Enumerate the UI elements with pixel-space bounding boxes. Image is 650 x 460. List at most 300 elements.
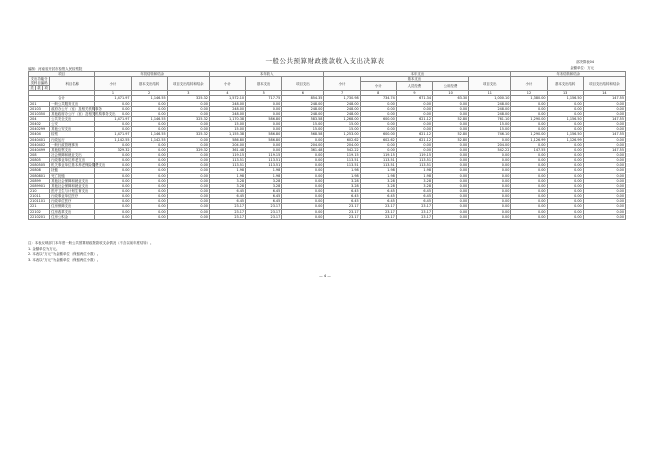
- row-value: 15.00: [469, 122, 511, 127]
- row-value: 1.98: [209, 173, 245, 178]
- header-expense: 本年支出: [324, 72, 511, 77]
- row-value: 0.00: [131, 147, 167, 152]
- total-value: 671.34: [396, 96, 432, 101]
- row-value: 3.28: [360, 178, 396, 183]
- row-value: 586.80: [246, 132, 282, 137]
- row-value: 0.00: [547, 142, 583, 147]
- currency-unit: 金额单位：万元: [570, 66, 594, 70]
- row-value: 0.00: [396, 106, 432, 111]
- header-exp-project: 项目支出: [469, 77, 511, 91]
- row-value: 600.00: [360, 116, 396, 121]
- row-value: 113.51: [360, 158, 396, 163]
- row-value: 119.15: [209, 152, 245, 157]
- table-row: [29, 214, 626, 219]
- row-value: 0.00: [396, 101, 432, 106]
- row-value: 0.00: [131, 209, 167, 214]
- row-value: 204.00: [469, 142, 511, 147]
- row-value: 0.00: [282, 199, 324, 204]
- row-value: 0.00: [583, 158, 625, 163]
- row-value: 1,146.55: [131, 132, 167, 137]
- row-value: 325.32: [167, 132, 209, 137]
- row-value: 0.00: [432, 204, 468, 209]
- row-value: 0.00: [282, 194, 324, 199]
- row-value: 0.00: [469, 209, 511, 214]
- header-row-2: [29, 77, 626, 82]
- column-number: 5: [246, 91, 282, 96]
- row-value: 0.00: [282, 209, 324, 214]
- total-value: 734.74: [360, 96, 396, 101]
- row-value: 23.17: [246, 204, 282, 209]
- row-value: 0.00: [511, 163, 547, 168]
- row-value: 0.00: [131, 111, 167, 116]
- row-value: 0.00: [131, 178, 167, 183]
- row-value: 0.00: [511, 194, 547, 199]
- row-value: 147.55: [583, 132, 625, 137]
- row-value: 361.48: [209, 147, 245, 152]
- row-value: 0.00: [95, 183, 131, 188]
- row-value: 248.00: [209, 106, 245, 111]
- row-value: 1,290.00: [511, 132, 547, 137]
- row-value: 0.00: [131, 122, 167, 127]
- row-value: 0.00: [95, 214, 131, 219]
- row-value: 0.00: [511, 173, 547, 178]
- row-code: 210: [29, 188, 50, 193]
- row-value: 0.00: [583, 111, 625, 116]
- row-value: 0.00: [246, 147, 282, 152]
- column-number: 2: [131, 91, 167, 96]
- row-value: 0.00: [432, 163, 468, 168]
- row-value: 23.17: [360, 204, 396, 209]
- row-value: 52.80: [432, 132, 468, 137]
- row-value: 0.00: [511, 122, 547, 127]
- header-exp-subtotal: 小计: [324, 77, 360, 91]
- row-code: 22102: [29, 209, 50, 214]
- row-value: 113.51: [246, 163, 282, 168]
- row-value: 248.00: [282, 101, 324, 106]
- row-value: 0.00: [547, 188, 583, 193]
- row-value: 0.00: [547, 127, 583, 132]
- row-value: 0.00: [547, 158, 583, 163]
- row-value: 23.17: [246, 214, 282, 219]
- row-value: 0.00: [131, 168, 167, 173]
- header-ending: 年末结转和结余: [511, 72, 626, 77]
- row-value: 6.45: [324, 188, 360, 193]
- row-value: 23.17: [324, 209, 360, 214]
- row-value: 204.00: [282, 142, 324, 147]
- row-value: 147.55: [583, 116, 625, 121]
- row-value: 600.00: [360, 132, 396, 137]
- row-value: 6.45: [360, 188, 396, 193]
- row-value: 542.22: [469, 147, 511, 152]
- total-value: 1,730.98: [324, 96, 360, 101]
- row-value: 1,142.55: [131, 137, 167, 142]
- row-value: 0.00: [432, 188, 468, 193]
- row-value: 113.51: [324, 158, 360, 163]
- row-value: 248.00: [469, 111, 511, 116]
- header-personnel: 人员经费: [396, 82, 432, 91]
- row-value: 15.00: [324, 122, 360, 127]
- row-value: 0.00: [547, 183, 583, 188]
- total-value: 854.35: [282, 96, 324, 101]
- row-value: 0.00: [547, 204, 583, 209]
- row-value: 0.00: [547, 111, 583, 116]
- row-value: 113.51: [396, 158, 432, 163]
- row-value: 23.17: [360, 209, 396, 214]
- row-value: 0.00: [131, 204, 167, 209]
- row-value: 248.00: [324, 101, 360, 106]
- row-value: 0.00: [131, 173, 167, 178]
- row-value: 0.00: [432, 173, 468, 178]
- row-value: 1,146.55: [131, 116, 167, 121]
- row-value: 0.00: [131, 106, 167, 111]
- header-income: 本年收入: [209, 72, 324, 77]
- total-value: 717.75: [246, 96, 282, 101]
- row-name: 医疗卫生与计划生育支出: [50, 188, 95, 193]
- row-value: 1,156.50: [547, 116, 583, 121]
- row-value: 0.00: [583, 122, 625, 127]
- row-value: 621.12: [396, 137, 432, 142]
- header-exp-basic-subtotal: 小计: [360, 82, 396, 91]
- header-inc-basic: 基本支出: [246, 77, 282, 91]
- row-name: 其他公安支出: [50, 127, 95, 132]
- row-value: 0.00: [511, 214, 547, 219]
- row-code: 2080505: [29, 163, 50, 168]
- row-value: 0.00: [547, 199, 583, 204]
- row-name: 行政事业单位医疗: [50, 194, 95, 199]
- total-value: 63.30: [432, 96, 468, 101]
- row-name: 其他社会保障和就业支出: [50, 183, 95, 188]
- row-value: 0.00: [469, 178, 511, 183]
- form-code: 部决算表04: [576, 60, 594, 64]
- row-value: 119.15: [360, 152, 396, 157]
- row-value: 1.98: [396, 168, 432, 173]
- row-code: 2210201: [29, 214, 50, 219]
- row-code: 221: [29, 204, 50, 209]
- row-value: 6.45: [246, 199, 282, 204]
- row-value: 1.98: [246, 168, 282, 173]
- row-value: 0.00: [131, 163, 167, 168]
- row-value: 52.80: [432, 137, 468, 142]
- header-xiang: 项: [44, 86, 48, 91]
- header-carry-project: 项目支出结转和结余: [167, 77, 209, 91]
- row-value: 0.00: [131, 127, 167, 132]
- row-value: 0.00: [469, 137, 511, 142]
- row-value: 0.00: [511, 152, 547, 157]
- column-number: 3: [167, 91, 209, 96]
- row-value: 119.15: [246, 152, 282, 157]
- row-name: 行政事业单位养老支出: [50, 158, 95, 163]
- row-value: 6.45: [324, 194, 360, 199]
- row-value: 0.00: [282, 183, 324, 188]
- total-value: 325.32: [167, 96, 209, 101]
- row-value: 0.00: [511, 209, 547, 214]
- row-value: 23.17: [209, 204, 245, 209]
- row-code: 2040299: [29, 127, 50, 132]
- row-value: 746.10: [469, 132, 511, 137]
- row-name: 一般公共服务支出: [50, 101, 95, 106]
- row-value: 0.00: [167, 194, 209, 199]
- row-code: 20899: [29, 178, 50, 183]
- row-value: 0.00: [583, 214, 625, 219]
- row-value: 0.00: [131, 194, 167, 199]
- total-value: 147.55: [583, 96, 625, 101]
- row-value: 0.00: [167, 173, 209, 178]
- row-value: 113.51: [396, 163, 432, 168]
- row-value: 0.00: [95, 142, 131, 147]
- header-inc-subtotal: 小计: [209, 77, 245, 91]
- row-value: 0.00: [167, 152, 209, 157]
- row-value: 23.17: [324, 214, 360, 219]
- row-value: 0.00: [95, 127, 131, 132]
- row-value: 0.00: [396, 142, 432, 147]
- notes-block: [28, 241, 153, 263]
- row-value: 0.00: [432, 111, 468, 116]
- header-lei: 类: [30, 86, 34, 91]
- row-name: 住房公积金: [50, 214, 95, 219]
- row-value: 0.00: [511, 199, 547, 204]
- row-value: 248.00: [282, 106, 324, 111]
- row-value: 0.00: [432, 214, 468, 219]
- row-code: 201: [29, 101, 50, 106]
- row-value: 6.45: [246, 194, 282, 199]
- row-value: 0.00: [469, 199, 511, 204]
- row-value: 3.28: [209, 183, 245, 188]
- column-number: 6: [282, 91, 324, 96]
- total-label: 合计: [29, 96, 95, 101]
- row-value: 0.00: [547, 106, 583, 111]
- row-value: 119.15: [324, 152, 360, 157]
- row-value: 0.00: [511, 111, 547, 116]
- row-value: 0.00: [167, 183, 209, 188]
- row-value: 1,155.38: [209, 132, 245, 137]
- row-value: 0.00: [95, 101, 131, 106]
- row-value: 0.00: [469, 173, 511, 178]
- row-value: 204.00: [324, 142, 360, 147]
- row-value: 0.00: [246, 111, 282, 116]
- row-name: 公安: [50, 122, 95, 127]
- row-value: 0.00: [396, 111, 432, 116]
- total-value: 1,156.50: [547, 96, 583, 101]
- row-value: 0.00: [131, 152, 167, 157]
- row-value: 0.00: [511, 158, 547, 163]
- row-value: 0.00: [583, 199, 625, 204]
- row-value: 0.00: [583, 127, 625, 132]
- row-value: 586.80: [246, 137, 282, 142]
- row-value: 0.00: [583, 152, 625, 157]
- row-value: 6.45: [246, 188, 282, 193]
- row-code: 2040402: [29, 142, 50, 147]
- row-code: 208: [29, 152, 50, 157]
- row-value: 0.00: [95, 158, 131, 163]
- row-value: 15.00: [209, 122, 245, 127]
- row-value: 23.17: [396, 204, 432, 209]
- row-value: 0.00: [282, 178, 324, 183]
- row-value: 0.00: [583, 194, 625, 199]
- row-value: 1.98: [360, 173, 396, 178]
- row-value: 0.00: [167, 188, 209, 193]
- row-code: 2101101: [29, 199, 50, 204]
- header-end-basic: 基本支出结转: [547, 77, 583, 91]
- row-value: 52.80: [432, 116, 468, 121]
- row-value: 0.00: [469, 188, 511, 193]
- row-value: 6.45: [209, 194, 245, 199]
- row-value: 3.28: [396, 178, 432, 183]
- row-value: 248.00: [324, 106, 360, 111]
- row-value: 0.00: [547, 209, 583, 214]
- row-value: 0.00: [282, 152, 324, 157]
- row-value: 0.00: [95, 163, 131, 168]
- row-value: 0.00: [167, 209, 209, 214]
- header-carryover: 年初结转和结余: [95, 72, 210, 77]
- row-value: 23.17: [209, 214, 245, 219]
- row-name: 死亡抚恤: [50, 173, 95, 178]
- row-value: 0.00: [95, 194, 131, 199]
- row-value: 0.00: [282, 163, 324, 168]
- page-number: — 4 —: [319, 274, 331, 278]
- row-value: 0.00: [282, 137, 324, 142]
- header-end-subtotal: 小计: [511, 77, 547, 91]
- row-value: 0.00: [282, 214, 324, 219]
- row-value: 0.00: [131, 188, 167, 193]
- row-code: 2089901: [29, 183, 50, 188]
- column-number: 7: [324, 91, 360, 96]
- row-value: 0.00: [282, 188, 324, 193]
- note-line: 2. 本表以“万元”为金额单位（保留两位小数）。: [28, 252, 101, 257]
- note-line: 3. 本表以“万元”为金额单位（保留两位小数）。: [28, 257, 101, 262]
- row-value: 0.00: [432, 152, 468, 157]
- row-value: 0.00: [396, 147, 432, 152]
- row-value: 0.00: [95, 173, 131, 178]
- row-value: 1,142.55: [95, 137, 131, 142]
- row-value: 0.00: [547, 163, 583, 168]
- row-value: 0.00: [432, 158, 468, 163]
- header-carry-basic: 基本支出结转: [131, 77, 167, 91]
- column-number: 13: [547, 91, 583, 96]
- row-value: 1,156.50: [547, 132, 583, 137]
- column-number: 9: [396, 91, 432, 96]
- row-value: 15.00: [324, 127, 360, 132]
- row-value: 248.00: [209, 101, 245, 106]
- row-value: 0.00: [167, 122, 209, 127]
- row-value: 0.00: [282, 168, 324, 173]
- row-value: 0.00: [282, 204, 324, 209]
- row-value: 0.00: [167, 163, 209, 168]
- row-value: 0.00: [469, 214, 511, 219]
- row-value: 1,290.00: [511, 116, 547, 121]
- row-value: 6.45: [360, 199, 396, 204]
- row-value: 583.58: [282, 116, 324, 121]
- row-value: 119.15: [396, 152, 432, 157]
- row-name: 政府办公厅（室）及相关机构事务: [51, 106, 102, 111]
- row-value: 0.00: [167, 199, 209, 204]
- row-value: 1,170.38: [209, 116, 245, 121]
- row-value: 0.00: [131, 101, 167, 106]
- row-value: 23.17: [396, 214, 432, 219]
- row-value: 0.00: [95, 209, 131, 214]
- row-value: 0.00: [131, 142, 167, 147]
- column-number: 4: [209, 91, 245, 96]
- row-value: 0.00: [360, 106, 396, 111]
- row-value: 0.00: [583, 168, 625, 173]
- row-value: 0.00: [511, 127, 547, 132]
- row-value: 3.28: [324, 183, 360, 188]
- row-name: 社会保障和就业支出: [50, 152, 95, 157]
- row-value: 0.00: [167, 101, 209, 106]
- report-title: 一般公共预算财政拨款收入支出决算表: [265, 57, 385, 65]
- row-name: 检察: [50, 132, 95, 137]
- row-value: 0.00: [432, 183, 468, 188]
- row-value: 329.32: [167, 147, 209, 152]
- row-value: 0.00: [432, 122, 468, 127]
- row-value: 3.28: [209, 178, 245, 183]
- header-exp-basic: 基本支出: [360, 77, 469, 82]
- row-value: 0.00: [131, 158, 167, 163]
- row-value: 147.55: [583, 147, 625, 152]
- row-value: 0.00: [167, 204, 209, 209]
- row-name: 住房改革支出: [50, 209, 95, 214]
- row-value: 0.00: [167, 168, 209, 173]
- row-value: 1,471.97: [95, 116, 131, 121]
- row-value: 0.00: [95, 111, 131, 116]
- row-value: 15.00: [209, 127, 245, 132]
- row-value: 361.48: [282, 147, 324, 152]
- row-value: 3.28: [360, 183, 396, 188]
- row-value: 1.98: [324, 173, 360, 178]
- row-name: 一般行政管理事务: [50, 142, 95, 147]
- row-value: 0.00: [547, 194, 583, 199]
- total-value: 1,380.00: [511, 96, 547, 101]
- column-number: 11: [469, 91, 511, 96]
- row-code: 20808: [29, 168, 50, 173]
- row-value: 602.62: [360, 137, 396, 142]
- row-value: 0.00: [469, 168, 511, 173]
- row-value: 1,253.00: [324, 132, 360, 137]
- row-value: 6.45: [360, 194, 396, 199]
- row-value: 1,268.00: [324, 116, 360, 121]
- row-value: 0.00: [511, 101, 547, 106]
- row-value: 0.00: [469, 163, 511, 168]
- row-value: 0.00: [583, 101, 625, 106]
- row-value: 0.00: [547, 152, 583, 157]
- row-value: 113.51: [209, 163, 245, 168]
- row-value: 23.17: [324, 204, 360, 209]
- row-value: 0.00: [167, 158, 209, 163]
- row-code: 20805: [29, 158, 50, 163]
- total-value: 1,471.97: [95, 96, 131, 101]
- row-value: 0.00: [432, 147, 468, 152]
- row-value: 0.00: [167, 142, 209, 147]
- row-value: 0.00: [511, 178, 547, 183]
- row-value: 6.45: [324, 199, 360, 204]
- row-name: 行政单位医疗: [50, 199, 95, 204]
- total-value: 1,146.55: [131, 96, 167, 101]
- row-value: 0.00: [469, 152, 511, 157]
- row-value: 6.45: [396, 194, 432, 199]
- column-number: 12: [511, 91, 547, 96]
- row-value: 0.00: [547, 122, 583, 127]
- column-number: 14: [583, 91, 625, 96]
- row-value: 113.51: [360, 163, 396, 168]
- note-line: 1. 金额单位为万元。: [28, 246, 60, 251]
- row-value: 621.12: [396, 132, 432, 137]
- row-value: 0.00: [95, 152, 131, 157]
- row-value: 6.45: [396, 199, 432, 204]
- row-value: 0.00: [469, 204, 511, 209]
- row-value: 0.00: [547, 101, 583, 106]
- row-value: 0.00: [583, 163, 625, 168]
- header-public: 公用经费: [432, 82, 468, 91]
- row-name: 其他社会保障和就业支出: [50, 178, 95, 183]
